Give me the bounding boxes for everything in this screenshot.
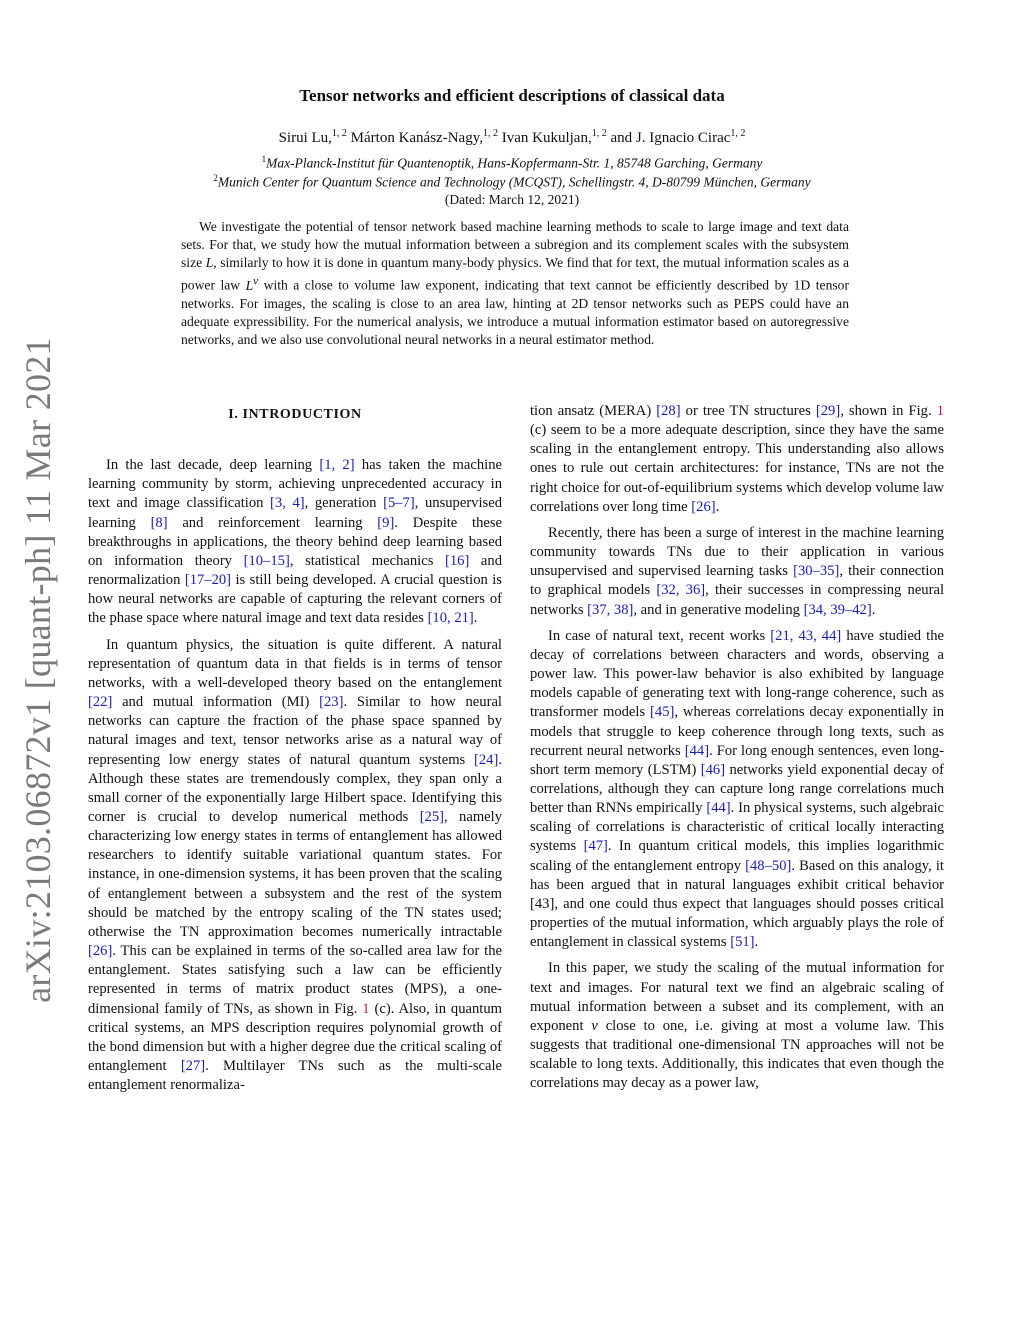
abstract	[181, 218, 849, 349]
arxiv-identifier: arXiv:2103.06872v1 [quant-ph] 11 Mar 2021	[18, 337, 59, 1003]
left-column	[88, 402, 502, 1102]
citation-link[interactable]: [22]	[88, 694, 113, 711]
affiliation	[100, 173, 924, 191]
paragraph: In the last decade, deep learning [1, 2] has taken the machine learning community by storm, achieving unprecedented accuracy in text and image classification [3, 4], generation [5–7], unsupervised learning [8] and reinforcement learning [9]. Despite these breakthroughs in applications, the theory behind deep learning based on information theory [10–15], statistical mechanics [16] and renormalization [17–20] is still being developed. A crucial question is how neural networks are capable of capturing the relevant corners of the phase space where natural image and text data resides [10, 21].	[88, 457, 503, 627]
citation-link[interactable]: [17–20]	[184, 572, 232, 589]
author-affiliation-mark: 1, 2	[591, 128, 607, 139]
citation-link[interactable]: [48–50]	[745, 857, 792, 874]
paragraph: In this paper, we study the scaling of the mutual information for text and images. For natural text we find an algebraic scaling of mutual information between a subset and its complement, with an exponent ν close to one, i.e. giving at most a volume law. This suggests that traditional one-dimensional TN approaches will not be scalable to long texts. Additionally, this indicates that even though the correlations may decay as a power law,	[530, 960, 944, 1092]
affiliation-text: Max-Planck-Institut für Quantenoptik, Hans-Kopfermann-Str. 1, 85748 Garching, Germany	[266, 155, 763, 171]
symbol-L: L	[205, 255, 214, 271]
citation-link[interactable]: [5–7]	[383, 495, 415, 512]
author-name: and J. Ignacio Cirac	[610, 130, 731, 146]
citation-link[interactable]: [10, 21]	[427, 610, 474, 627]
citation-link[interactable]: [47]	[583, 838, 608, 855]
citation-link[interactable]: [30–35]	[793, 563, 840, 580]
author-name: Ivan Kukuljan,	[501, 130, 592, 146]
author-affiliation-mark: 1, 2	[331, 128, 347, 139]
citation-link[interactable]: [23]	[319, 694, 344, 711]
citation-link[interactable]: [26]	[88, 943, 113, 960]
paragraph: Recently, there has been a surge of interest in the machine learning community towards TNs due to their application in various unsupervised and supervised learning tasks [30–35], their connection to graphical models [32, 36], their successes in compressing neural networks [37, 38], and in generative modeling [34, 39–42].	[530, 524, 944, 618]
citation-link[interactable]: [37, 38]	[587, 601, 634, 618]
figure-link[interactable]: 1	[362, 1000, 370, 1017]
citation-link[interactable]: [9]	[377, 514, 395, 531]
citation-link[interactable]: [28]	[656, 403, 681, 419]
citation-link[interactable]: [45]	[650, 704, 675, 721]
section-heading: I. INTRODUCTION	[228, 407, 362, 422]
affiliation	[100, 154, 924, 172]
date-line: (Dated: March 12, 2021)	[444, 192, 580, 207]
citation-link[interactable]: [16]	[444, 552, 470, 569]
paragraph: In case of natural text, recent works [21, 43, 44] have studied the decay of correlations between characters and words, observing a power law. This power-law behavior is also exhibited by language models capable of generating text with long-range coherence, such as transformer models [45], whereas correlations decay exponentially in models that struggle to keep coherence through long texts, such as recurrent neural networks [44]. For long enough sentences, even long-short term memory (LSTM) [46] networks yield exponential decay of correlations, although they can capture long range correlations much better than RNNs empirically [44]. In physical systems, such algebraic scaling of correlations is characteristic of critical locally interacting systems [47]. In quantum critical models, this implies logarithmic scaling of the entanglement entropy [48–50]. Based on this analogy, it has been argued that in natural languages exhibit critical behavior [43], and one could thus expect that languages should posses critical properties of the mutual information, which arguably plays the role of entanglement in classical systems [51].	[530, 627, 945, 951]
arxiv-margin-stamp	[8, 337, 68, 1003]
citation-link[interactable]: [27]	[180, 1058, 206, 1074]
citation-link[interactable]: [25]	[419, 808, 445, 825]
right-column	[530, 402, 944, 1100]
citation-link[interactable]: [3, 4]	[270, 495, 305, 512]
author-affiliation-mark: 1, 2	[730, 128, 746, 139]
abstract-text: , similarly to how it is done in quantum many-body physics. We find that for text, the mutual information scales as a power law	[181, 255, 849, 293]
author-affiliation-mark: 1, 2	[482, 128, 498, 139]
affiliation-mark: 2	[213, 173, 218, 183]
affiliation-text: Munich Center for Quantum Science and Technology (MCQST), Schellingstr. 4, D-80799 München, Germany	[217, 174, 811, 190]
citation-link[interactable]: [10–15]	[243, 552, 290, 569]
abstract-text: We investigate the potential of tensor network based machine learning methods to scale to large image and text data sets. For that, we study how the mutual information between a subregion and its complement scales with the subsystem size	[181, 219, 849, 271]
author-name: Sirui Lu,	[278, 130, 332, 146]
figure-link[interactable]: 1	[936, 403, 944, 419]
citation-link[interactable]: [24]	[474, 751, 499, 768]
citation-link[interactable]: [1, 2]	[319, 457, 355, 474]
citation-link[interactable]: [26]	[691, 498, 716, 515]
symbol-nu: ν	[591, 1017, 598, 1034]
citation-link[interactable]: [46]	[700, 761, 726, 778]
abstract-text: with a close to volume law exponent, indicating that text cannot be efficiently described by 1D tensor networks. For images, the scaling is close to an area law, hinting at 2D tensor networks such as PEPS could have an adequate expressibility. For the numerical analysis, we introduce a mutual information estimator based on autoregressive networks, and we also use convolutional neural networks in a neural estimator method.	[181, 277, 849, 348]
power-law-expression: $L^\nu$	[245, 275, 259, 293]
citation-link[interactable]: [8]	[150, 514, 168, 531]
paragraph: tion ansatz (MERA) [28] or tree TN structures [29], shown in Fig. 1 (c) seem to be a more adequate description, since they have the same scaling in the entanglement entropy. This understanding also allows ones to rule out certain architectures: for instance, TNs are not the right choice for out-of-equilibrium systems which develop volume law correlations over long time [26].	[530, 403, 944, 515]
paragraph: In quantum physics, the situation is quite different. A natural representation of quantum data in that fields is in terms of tensor networks, with a well-developed theory based on the entanglement [22] and mutual information (MI) [23]. Similar to how neural networks can capture the fraction of the phase space spanned by natural images and text, tensor networks arise as a natural way of representing low energy states of natural quantum systems [24]. Although these states are tremendously complex, they span only a small corner of the exponentially large Hilbert space. Identifying this corner is crucial to develop numerical methods [25], namely characterizing low energy states in terms of entanglement has allowed researchers to identify suitable variational quantum states. For instance, in one-dimension systems, it has been proven that the scaling of entanglement between a subsystem and the rest of the system should be matched by the entropy scaling of the TN states used; otherwise the TN approximation becomes numerically intractable [26]. This can be explained in terms of the so-called area law for the entanglement. States satisfying such a law can be efficiently represented in terms of matrix product states (MPS), a one-dimensional family of TNs, as shown in Fig. 1 (c). Also, in quantum critical systems, an MPS description requires polynomial growth of the bond dimension but with a higher degree due the critical scaling of entanglement [27]. Multilayer TNs such as the multi-scale entanglement renormaliza-	[88, 636, 502, 1094]
paper-title: Tensor networks and efficient descriptions of classical data	[299, 86, 725, 105]
affiliation-mark: 1	[261, 154, 267, 164]
author-name: Márton Kanász-Nagy,	[350, 130, 483, 146]
citation-link[interactable]: [32, 36]	[656, 582, 706, 599]
author-list	[120, 128, 904, 147]
citation-link[interactable]: [44]	[684, 742, 710, 759]
citation-link[interactable]: [34, 39–42]	[803, 601, 872, 618]
citation-link[interactable]: [29]	[815, 403, 841, 419]
citation-link[interactable]: [44]	[706, 800, 731, 817]
citation-link[interactable]: [51]	[730, 934, 755, 951]
citation-link[interactable]: [21, 43, 44]	[770, 627, 842, 644]
